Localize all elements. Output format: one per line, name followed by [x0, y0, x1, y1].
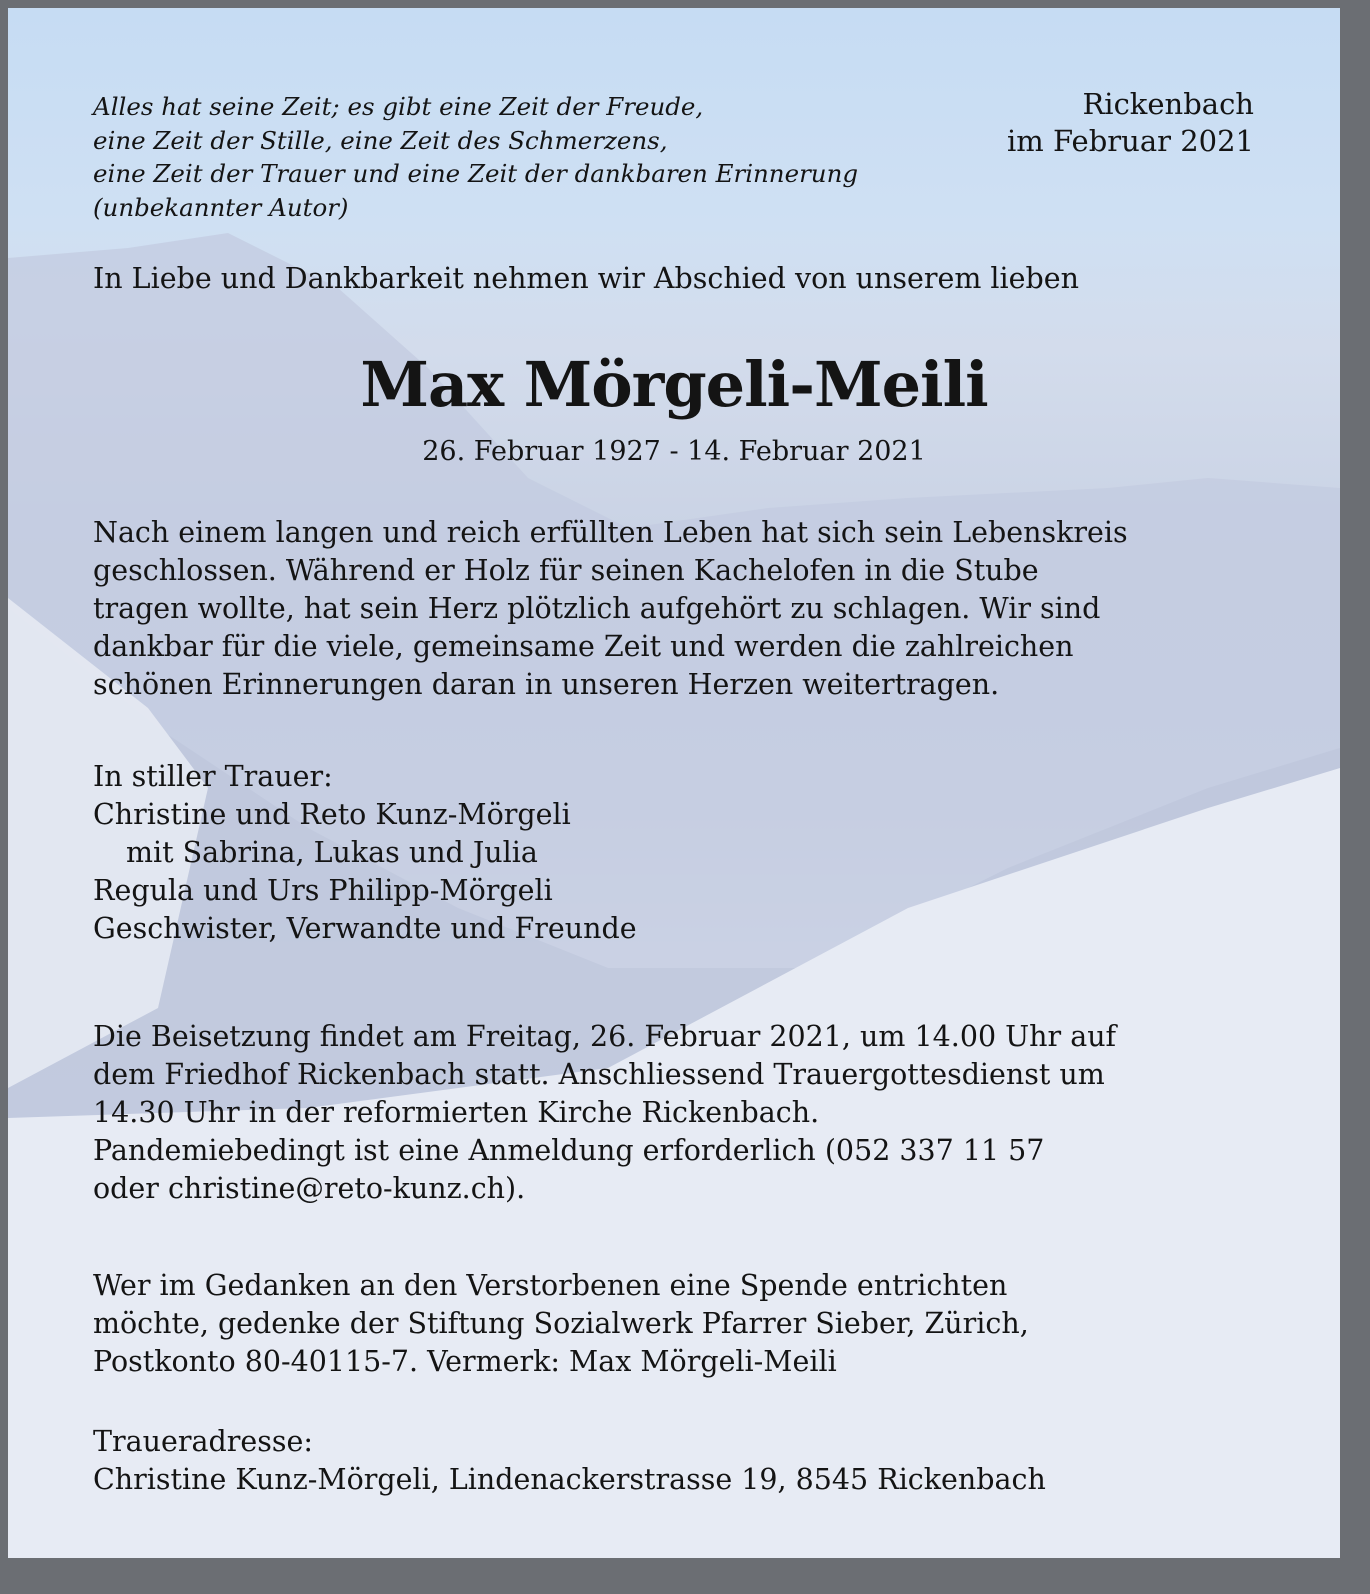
text-line: möchte, gedenke der Stiftung Sozialwerk Pfarrer Sieber, Zürich,	[93, 1307, 1029, 1340]
address-heading: Traueradresse:	[93, 1425, 313, 1458]
text-line: Die Beisetzung findet am Freitag, 26. Februar 2021, um 14.00 Uhr auf	[93, 1020, 1117, 1053]
mourners-list	[93, 758, 637, 948]
mourner: Christine und Reto Kunz-Mörgeli	[93, 798, 571, 831]
text-line: dem Friedhof Rickenbach statt. Anschliessend Trauergottesdienst um	[93, 1058, 1105, 1091]
intro-text: In Liebe und Dankbarkeit nehmen wir Abschied von unserem lieben	[93, 262, 1079, 295]
epigraph-quote	[93, 90, 858, 224]
text-line: geschlossen. Während er Holz für seinen Kachelofen in die Stube	[93, 554, 1039, 587]
quote-author: (unbekannter Autor)	[93, 192, 349, 222]
donation-info	[93, 1267, 1029, 1381]
text-line: schönen Erinnerungen daran in unseren Herzen weitertragen.	[93, 668, 1000, 701]
mourner: mit Sabrina, Lukas und Julia	[126, 836, 538, 869]
mourner: Geschwister, Verwandte und Freunde	[93, 912, 637, 945]
place: Rickenbach	[1082, 87, 1254, 121]
text-line: dankbar für die viele, gemeinsame Zeit und werden die zahlreichen	[93, 630, 1074, 663]
address-line: Christine Kunz-Mörgeli, Lindenackerstrasse 19, 8545 Rickenbach	[93, 1463, 1046, 1496]
text-line: Wer im Gedanken an den Verstorbenen eine Spende entrichten	[93, 1269, 1008, 1302]
mourning-address	[93, 1423, 1046, 1499]
place-date	[1007, 86, 1254, 160]
quote-line: Alles hat seine Zeit; es gibt eine Zeit der Freude,	[93, 92, 704, 121]
mourner: Regula und Urs Philipp-Mörgeli	[93, 874, 553, 907]
mourners-heading: In stiller Trauer:	[93, 760, 333, 793]
text-line: Pandemiebedingt ist eine Anmeldung erforderlich (052 337 11 57	[93, 1134, 1045, 1167]
text-line: tragen wollte, hat sein Herz plötzlich aufgehört zu schlagen. Wir sind	[93, 592, 1101, 625]
life-dates: 26. Februar 1927 - 14. Februar 2021	[422, 436, 926, 467]
text-line: Postkonto 80-40115-7. Vermerk: Max Mörgeli-Meili	[93, 1345, 837, 1378]
deceased-name: Max Mörgeli-Meili	[360, 348, 988, 421]
quote-line: eine Zeit der Stille, eine Zeit des Schmerzens,	[93, 125, 668, 155]
obituary-card	[8, 8, 1340, 1558]
text-line: 14.30 Uhr in der reformierten Kirche Rickenbach.	[93, 1096, 820, 1129]
text-line: Nach einem langen und reich erfüllten Leben hat sich sein Lebenskreis	[93, 516, 1128, 549]
date: im Februar 2021	[1007, 124, 1254, 158]
funeral-info	[93, 1018, 1116, 1208]
quote-line: eine Zeit der Trauer und eine Zeit der dankbaren Erinnerung	[93, 159, 859, 188]
text-line: oder christine@reto-kunz.ch).	[93, 1172, 526, 1205]
tribute-paragraph	[93, 514, 1128, 704]
